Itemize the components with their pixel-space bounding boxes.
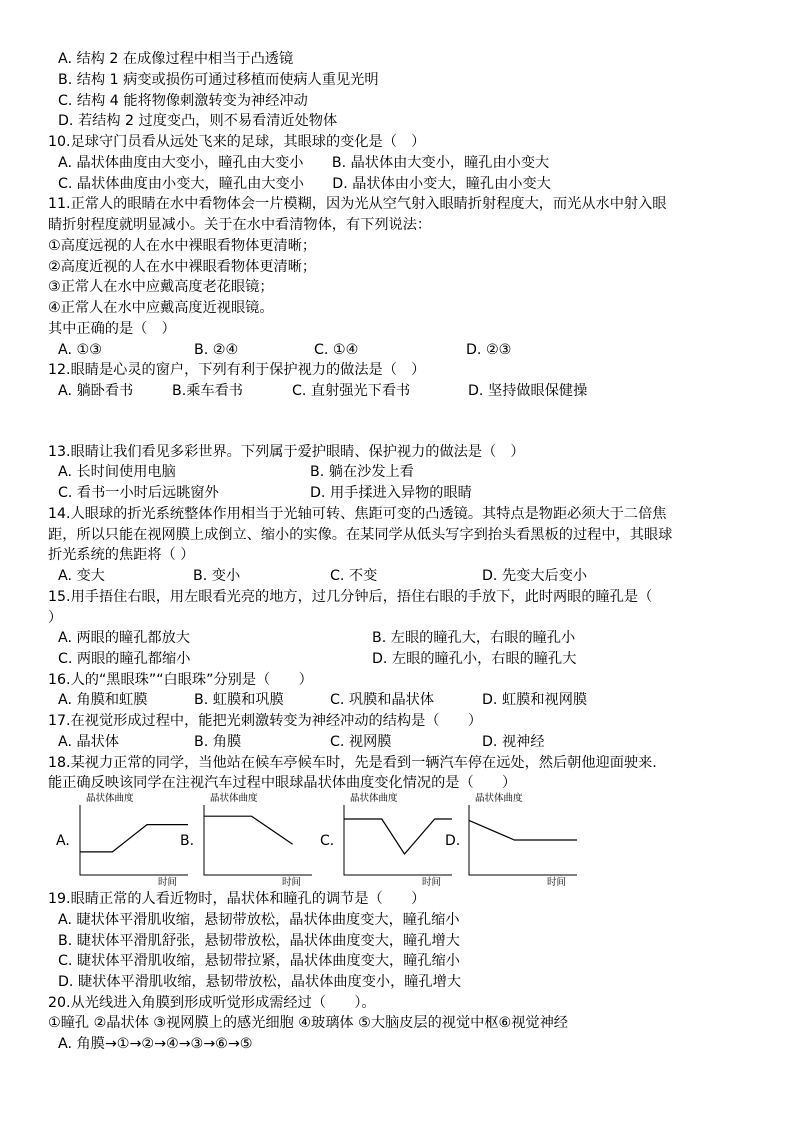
- text-line-l32a: A. 晶状体: [58, 734, 120, 750]
- text-line-l13: ④正常人在水中应戴高度近视眼镜。: [48, 300, 274, 316]
- text-line-l26: ）: [48, 610, 63, 626]
- text-line-l39: D. 睫状体平滑肌收缩，悬韧带放松，晶状体曲度变小，瞳孔增大: [58, 974, 462, 990]
- text-line-l15d: D. ②③: [466, 342, 512, 358]
- graph-y-axis-label: 晶状体曲度: [86, 793, 134, 804]
- text-line-l20a: C. 看书一小时后远眺窗外: [58, 485, 219, 501]
- graph-option-label: C.: [320, 833, 335, 849]
- graph-x-axis-label: 时间: [422, 877, 442, 888]
- graph-option-label: D.: [445, 833, 461, 849]
- text-line-l32d: D. 视神经: [482, 734, 545, 750]
- text-line-l8: 11.正常人的眼睛在水中看物体会一片模糊，因为光从空气射入眼睛折射程度大，而光从水中射入眼: [48, 196, 667, 212]
- graph-y-axis-label: 晶状体曲度: [210, 793, 258, 804]
- text-line-l31: 17.在视觉形成过程中，能把光刺激转变为神经冲动的结构是（ ）: [48, 713, 483, 729]
- text-line-l7: C. 晶状体曲度由小变大，瞳孔由大变小 D. 晶状体由小变大，瞳孔由小变大: [58, 176, 551, 192]
- text-line-l34: 能正确反映该同学在注视汽车过程中眼球晶状体曲度变化情况的是（ ）: [48, 775, 517, 791]
- text-line-l24c: C. 不变: [330, 568, 378, 584]
- text-line-l30d: D. 虹膜和视网膜: [482, 692, 588, 708]
- text-line-l17d: D. 坚持做眼保健操: [468, 383, 588, 399]
- text-line-l17b: B.乘车看书: [172, 383, 243, 399]
- text-line-l27a: A. 两眼的瞳孔都放大: [58, 630, 190, 646]
- text-line-l14: 其中正确的是（ ）: [48, 321, 176, 337]
- text-line-l15c: C. ①④: [314, 342, 359, 358]
- text-line-l32b: B. 角膜: [194, 734, 242, 750]
- text-line-l19b: B. 躺在沙发上看: [310, 464, 414, 480]
- text-line-l5: 10.足球守门员看从远处飞来的足球，其眼球的变化是（ ）: [48, 134, 426, 150]
- text-line-l15a: A. ①③: [58, 342, 102, 358]
- graph-option-a: [56, 793, 198, 888]
- graph-option-label: A.: [56, 833, 70, 849]
- graph-x-axis-label: 时间: [282, 877, 302, 888]
- text-line-l28b: D. 左眼的瞳孔小，右眼的瞳孔大: [372, 651, 577, 667]
- text-line-l2: B. 结构 1 病变或损伤可通过移植而使病人重见光明: [58, 72, 379, 88]
- text-line-l33: 18.某视力正常的同学，当他站在候车亭候车时，先是看到一辆汽车停在远处，然后朝他迎面驶来.: [48, 755, 657, 771]
- graph-curve: [204, 816, 293, 844]
- graph-curve: [469, 820, 577, 840]
- text-line-l11: ②高度近视的人在水中裸眼看物体更清晰；: [48, 259, 317, 275]
- text-line-l12: ③正常人在水中应戴高度老花眼镜；: [48, 279, 274, 295]
- text-line-l15b: B. ②④: [194, 342, 239, 358]
- graph-axes: [80, 805, 188, 875]
- text-line-l29: 16.人的“黑眼珠”“白眼珠”分别是（ ）: [48, 672, 313, 688]
- graph-x-axis-label: 时间: [547, 877, 567, 888]
- text-line-l10: ①高度远视的人在水中裸眼看物体更清晰；: [48, 238, 317, 254]
- text-line-l40: 20.从光线进入角膜到形成听觉形成需经过（ ）。: [48, 995, 376, 1011]
- text-line-l27b: B. 左眼的瞳孔大，右眼的瞳孔小: [372, 630, 576, 646]
- text-line-l38: C. 睫状体平滑肌收缩，悬韧带拉紧，晶状体曲度变大，瞳孔缩小: [58, 953, 460, 969]
- text-line-l41: ①瞳孔 ②晶状体 ③视网膜上的感光细胞 ④玻璃体 ⑤大脑皮层的视觉中枢⑥视觉神经: [48, 1015, 568, 1031]
- graph-curve: [80, 825, 188, 852]
- text-line-l24a: A. 变大: [58, 568, 105, 584]
- graph-y-axis-label: 晶状体曲度: [475, 793, 523, 804]
- graph-option-c: [320, 793, 462, 888]
- text-line-l3: C. 结构 4 能将物像刺激转变为神经冲动: [58, 93, 308, 109]
- graph-y-axis-label: 晶状体曲度: [350, 793, 398, 804]
- text-line-l21: 14.人眼球的折光系统整体作用相当于光轴可转、焦距可变的凸透镜。其特点是物距必须大于二倍焦: [48, 506, 667, 522]
- text-line-l20b: D. 用手揉进入异物的眼睛: [310, 485, 472, 501]
- text-line-l36: A. 睫状体平滑肌收缩，悬韧带放松，晶状体曲度变大，瞳孔缩小: [58, 912, 460, 928]
- text-line-l24b: B. 变小: [193, 568, 241, 584]
- graph-option-label: B.: [180, 833, 195, 849]
- text-line-l16: 12.眼睛是心灵的窗户，下列有利于保护视力的做法是（ ）: [48, 362, 426, 378]
- graph-x-axis-label: 时间: [158, 877, 178, 888]
- text-line-l4: D. 若结构 2 过度变凸，则不易看清近处物体: [58, 113, 338, 129]
- graph-plot: [447, 795, 587, 880]
- text-line-l30b: B. 虹膜和巩膜: [194, 692, 284, 708]
- graph-plot: [58, 795, 198, 880]
- text-line-l30a: A. 角膜和虹膜: [58, 692, 148, 708]
- graph-plot: [182, 795, 322, 880]
- text-line-l19a: A. 长时间使用电脑: [58, 464, 176, 480]
- text-line-l42: A. 角膜→①→②→④→③→⑥→⑤: [58, 1036, 253, 1052]
- graph-option-d: [445, 793, 587, 888]
- graph-axes: [204, 805, 312, 875]
- text-line-l6: A. 晶状体曲度由大变小，瞳孔由大变小 B. 晶状体由大变小，瞳孔由小变大: [58, 155, 550, 171]
- text-line-l1: A. 结构 2 在成像过程中相当于凸透镜: [58, 51, 294, 67]
- graph-axes: [344, 805, 452, 875]
- text-line-l22: 距，所以只能在视网膜上成倒立、缩小的实像。在某同学从低头写字到抬头看黑板的过程中，其眼球: [48, 527, 673, 543]
- text-line-l32c: C. 视网膜: [330, 734, 392, 750]
- graph-option-b: [180, 793, 322, 888]
- text-line-l25: 15.用手捂住右眼，用左眼看光亮的地方，过几分钟后，捂住右眼的手放下，此时两眼的瞳孔是（: [48, 589, 653, 605]
- graph-plot: [322, 795, 462, 880]
- text-line-l37: B. 睫状体平滑肌舒张，悬韧带放松，晶状体曲度变大，瞳孔增大: [58, 933, 460, 949]
- text-line-l35: 19.眼睛正常的人看近物时，晶状体和瞳孔的调节是（ ）: [48, 891, 426, 907]
- text-line-l17a: A. 躺卧看书: [58, 383, 134, 399]
- graph-curve: [344, 819, 452, 854]
- text-line-l28a: C. 两眼的瞳孔都缩小: [58, 651, 191, 667]
- text-line-l30c: C. 巩膜和晶状体: [330, 692, 435, 708]
- text-line-l18: 13.眼睛让我们看见多彩世界。下列属于爱护眼睛、保护视力的做法是（ ）: [48, 444, 525, 460]
- text-line-l17c: C. 直射强光下看书: [292, 383, 411, 399]
- text-line-l23: 折光系统的焦距将（ ）: [48, 547, 195, 563]
- text-line-l9: 睛折射程度就明显减小。关于在水中看清物体，有下列说法：: [48, 217, 432, 233]
- text-line-l24d: D. 先变大后变小: [482, 568, 588, 584]
